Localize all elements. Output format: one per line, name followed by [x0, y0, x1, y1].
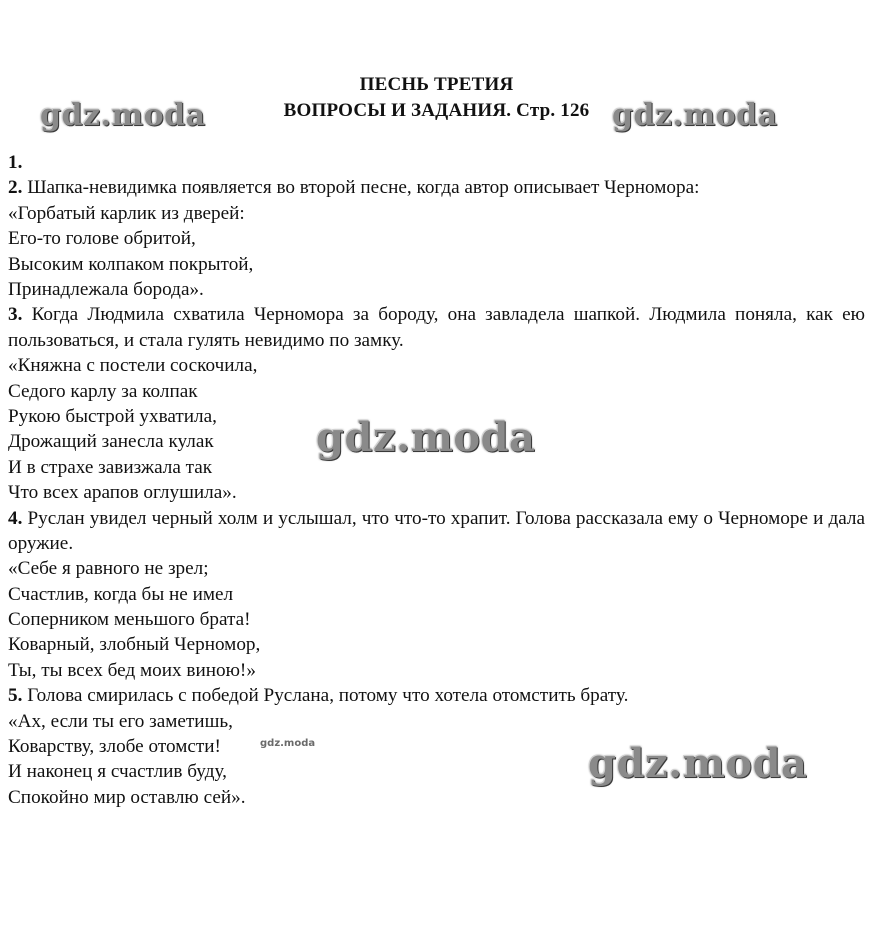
verse-line: Его-то голове обритой,	[8, 228, 196, 250]
verse-line: Счастлив, когда бы не имел	[8, 583, 234, 605]
verse-line: «Ах, если ты его заметишь,	[8, 710, 233, 732]
verse-line: Спокойно мир оставлю сей».	[8, 786, 246, 808]
answer-number: 1.	[8, 152, 23, 173]
verse-line: Что всех арапов оглушила».	[8, 482, 237, 504]
answer-3	[8, 302, 865, 353]
verse-line: Ты, ты всех бед моих виною!»	[8, 659, 256, 681]
watermark-small: gdz.moda	[260, 738, 316, 749]
answer-number: 5.	[8, 685, 23, 707]
answer-text: Шапка-невидимка появляется во второй песне, когда автор описывает Черномора:	[22, 177, 700, 199]
verse-line: Дрожащий занесла кулак	[8, 431, 214, 453]
verse-line: И наконец я счастлив буду,	[8, 761, 227, 783]
verse-line: Соперником меньшого брата!	[8, 609, 251, 631]
verse-line: Рукою быстрой ухватила,	[8, 405, 217, 427]
answer-text: Когда Людмила схватила Черномора за бороду, она завладела шапкой. Людмила поняла, как ею пользоваться, и стала гулять невидимо по замку.	[8, 304, 865, 351]
answer-number: 3.	[8, 304, 23, 326]
verse-line: «Себе я равного не зрел;	[8, 558, 209, 580]
answer-1	[8, 150, 865, 175]
verse-line: Коварству, злобе отомсти!	[8, 736, 221, 758]
watermark: gdz.moda	[40, 98, 206, 133]
answers-body	[8, 150, 865, 810]
answer-number: 2.	[8, 177, 23, 199]
answer-2	[8, 175, 865, 200]
page-subtitle: ВОПРОСЫ И ЗАДАНИЯ. Стр. 126	[283, 100, 590, 121]
answer-text: Руслан увидел черный холм и услышал, что что-то храпит. Голова рассказала ему о Черноморе и дала оружие.	[8, 507, 865, 554]
verse-line: Коварный, злобный Черномор,	[8, 634, 261, 656]
verse-line: Седого карлу за колпак	[8, 380, 198, 402]
verse-line: Высоким колпаком покрытой,	[8, 253, 254, 275]
verse-line: И в страхе завизжала так	[8, 456, 213, 478]
answer-number: 4.	[8, 507, 23, 529]
watermark: gdz.moda	[612, 98, 778, 133]
answer-5	[8, 683, 865, 708]
verse-line: Принадлежала борода».	[8, 278, 204, 300]
page-title: ПЕСНЬ ТРЕТИЯ	[359, 74, 514, 95]
watermark: gdz.moda	[588, 740, 808, 787]
watermark: gdz.moda	[316, 414, 536, 461]
answer-4	[8, 506, 865, 557]
verse-line: «Княжна с постели соскочила,	[8, 355, 258, 377]
answer-text: Голова смирилась с победой Руслана, потому что хотела отомстить брату.	[22, 685, 629, 707]
verse-line: «Горбатый карлик из дверей:	[8, 202, 245, 224]
